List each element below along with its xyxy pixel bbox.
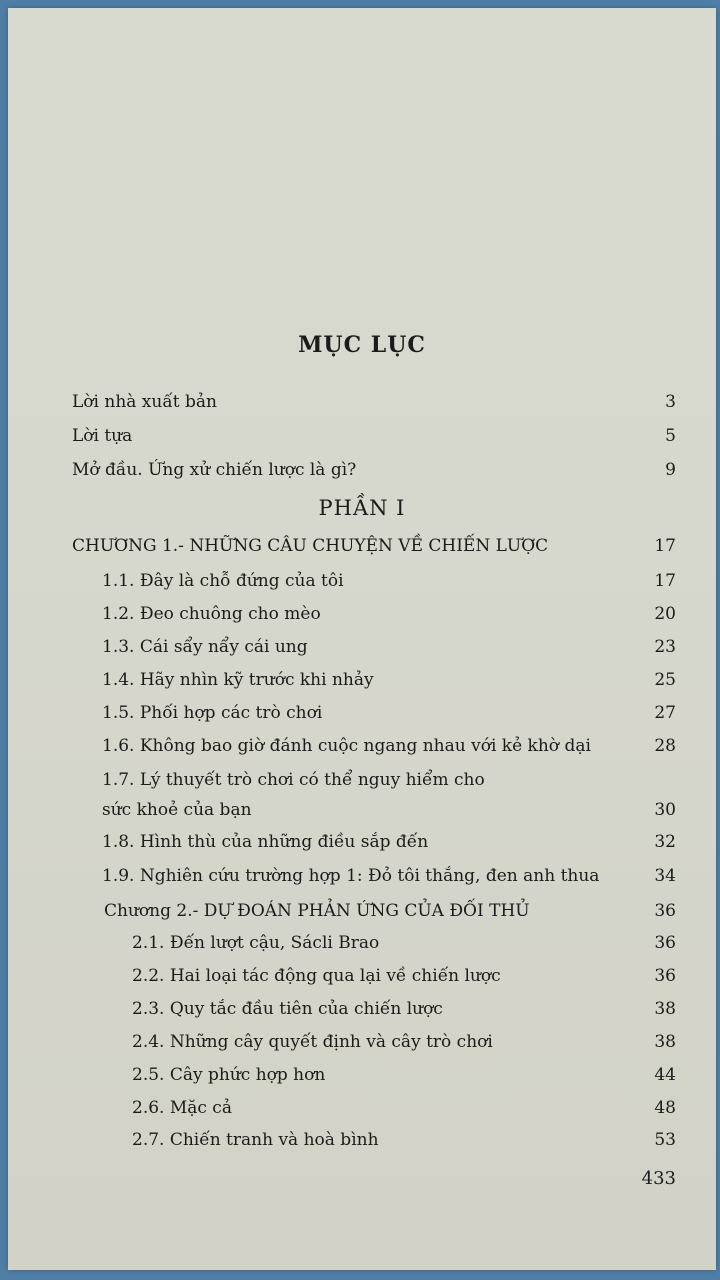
toc-entry [132, 933, 676, 953]
toc-entry [102, 637, 676, 657]
toc-entry-label: Lời nhà xuất bản [72, 392, 217, 412]
toc-entry [132, 966, 676, 986]
toc-entry-label: 2.7. Chiến tranh và hoà bình [132, 1130, 379, 1150]
toc-entry [72, 392, 676, 412]
toc-entry-page: 32 [654, 832, 676, 852]
toc-entry-label: 2.6. Mặc cả [132, 1098, 232, 1118]
toc-entry-page: 25 [654, 670, 676, 690]
toc-entry [132, 1032, 676, 1052]
toc-title: MỤC LỤC [298, 332, 426, 358]
part-heading: PHẦN I [318, 496, 406, 520]
toc-entry-label: 1.6. Không bao giờ đánh cuộc ngang nhau với kẻ khờ dại [102, 736, 591, 756]
toc-entry [132, 1065, 676, 1085]
toc-entry-label: CHƯƠNG 1.- NHỮNG CÂU CHUYỆN VỀ CHIẾN LƯỢC [72, 536, 549, 556]
toc-entry-page: 23 [654, 637, 676, 657]
toc-entry-page: 5 [665, 426, 676, 446]
toc-entry-label-cont: sức khoẻ của bạn [102, 800, 252, 820]
toc-entry-label: 2.5. Cây phức hợp hơn [132, 1065, 326, 1085]
toc-entry-page: 30 [654, 800, 676, 820]
toc-entry-page: 36 [654, 966, 676, 986]
chapter-1-heading [72, 536, 676, 556]
toc-entry-label: 2.3. Quy tắc đầu tiên của chiến lược [132, 999, 443, 1019]
toc-entry [102, 736, 676, 756]
toc-entry-label: 1.8. Hình thù của những điều sắp đến [102, 832, 429, 852]
toc-entry [102, 604, 676, 624]
toc-entry-page: 17 [654, 536, 676, 556]
toc-entry-page: 53 [654, 1130, 676, 1150]
page-number: 433 [641, 1168, 676, 1189]
toc-entry-page: 3 [665, 392, 676, 412]
toc-entry [102, 670, 676, 690]
toc-entry-label: Mở đầu. Ứng xử chiến lược là gì? [72, 460, 357, 480]
toc-entry-label: 1.9. Nghiên cứu trường hợp 1: Đỏ tôi thắng, đen anh thua [102, 866, 600, 886]
toc-entry-page: 38 [654, 999, 676, 1019]
toc-entry-page: 38 [654, 1032, 676, 1052]
toc-entry-page: 28 [654, 736, 676, 756]
toc-entry-label: Chương 2.- DỰ ĐOÁN PHẢN ỨNG CỦA ĐỐI THỦ [104, 901, 530, 921]
toc-entry [102, 866, 676, 886]
toc-entry-page: 36 [654, 901, 676, 921]
toc-entry-page: 34 [654, 866, 676, 886]
toc-entry-page: 44 [654, 1065, 676, 1085]
toc-entry-label: Lời tựa [72, 426, 133, 446]
toc-entry-label: 2.1. Đến lượt cậu, Sácli Brao [132, 933, 380, 953]
toc-entry-label: 2.4. Những cây quyết định và cây trò chơi [132, 1032, 493, 1052]
toc-entry [132, 999, 676, 1019]
toc-entry-page: 27 [654, 703, 676, 723]
toc-entry [102, 703, 676, 723]
book-page [8, 8, 716, 1270]
toc-entry [72, 426, 676, 446]
toc-entry-label: 1.2. Đeo chuông cho mèo [102, 604, 321, 624]
toc-entry [132, 1130, 676, 1150]
toc-entry-page: 36 [654, 933, 676, 953]
toc-entry-page: 20 [654, 604, 676, 624]
toc-entry-label: 1.5. Phối hợp các trò chơi [102, 703, 323, 723]
toc-entry [132, 1098, 676, 1118]
toc-entry-multiline [102, 770, 676, 820]
chapter-2-heading [104, 901, 676, 921]
toc-entry-label: 1.7. Lý thuyết trò chơi có thể nguy hiểm cho [102, 770, 485, 790]
toc-entry [102, 832, 676, 852]
toc-entry-label: 1.4. Hãy nhìn kỹ trước khi nhảy [102, 670, 374, 690]
toc-entry-page: 48 [654, 1098, 676, 1118]
toc-entry [102, 571, 676, 591]
toc-entry-page: 9 [665, 460, 676, 480]
toc-entry-page: 17 [654, 571, 676, 591]
toc-entry-label: 2.2. Hai loại tác động qua lại về chiến lược [132, 966, 501, 986]
toc-entry [72, 460, 676, 480]
toc-entry-label: 1.1. Đây là chỗ đứng của tôi [102, 571, 344, 591]
toc-entry-label: 1.3. Cái sẩy nẩy cái ung [102, 637, 308, 657]
